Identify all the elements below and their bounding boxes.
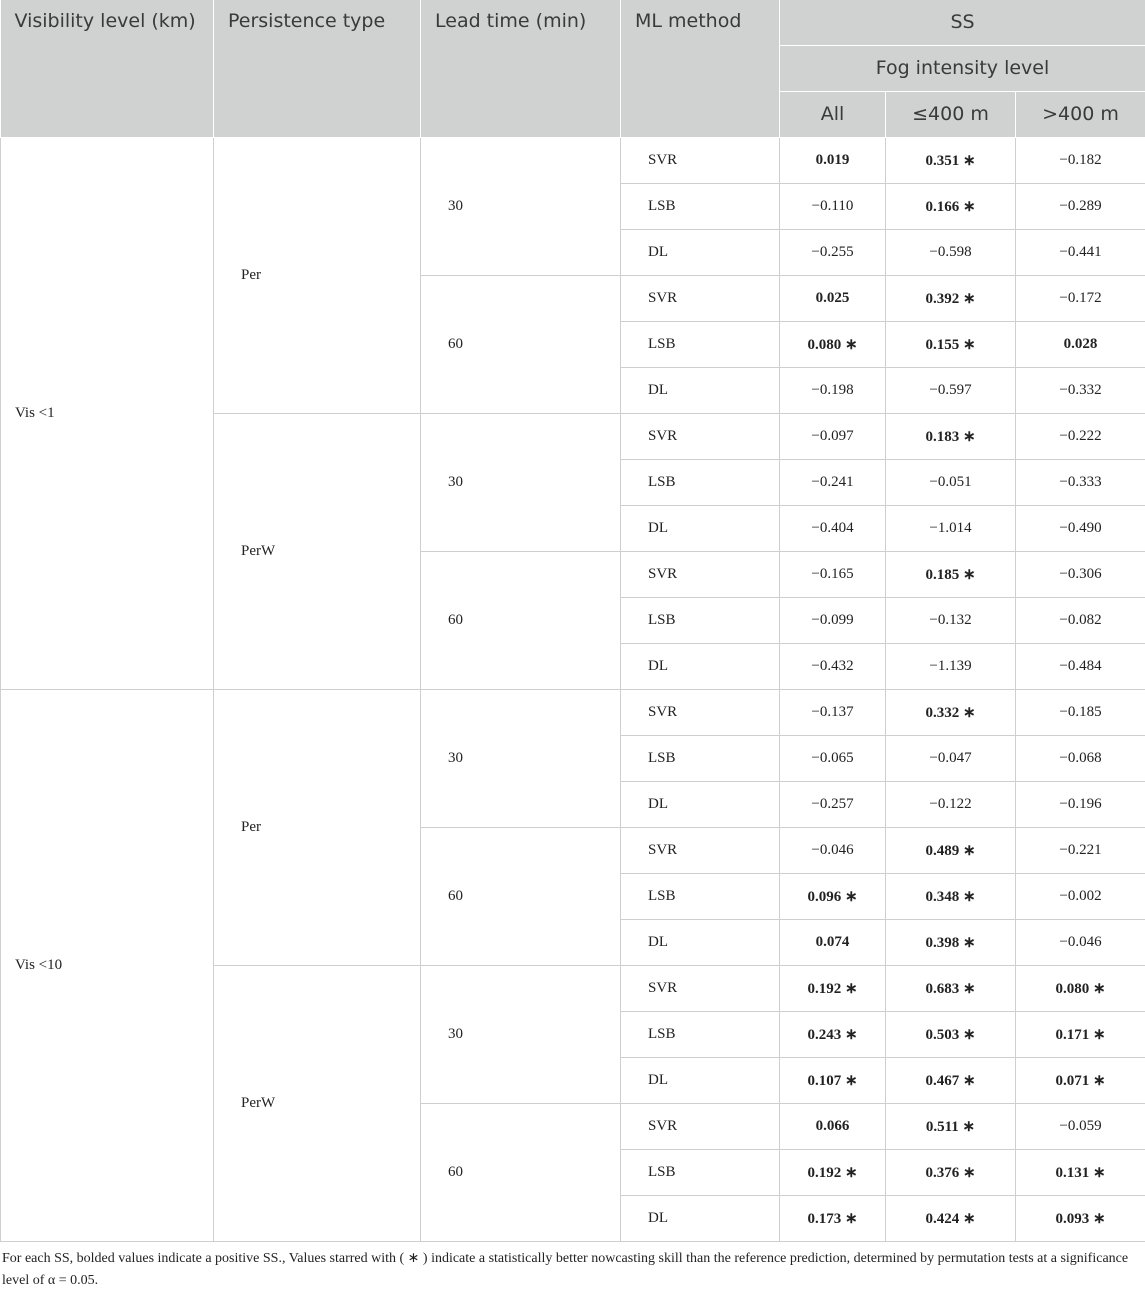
ss-all-cell: 0.192 ∗ xyxy=(780,1150,886,1196)
ss-le400-cell: 0.489 ∗ xyxy=(886,828,1016,874)
table-footnote: For each SS, bolded values indicate a positive SS., Values starred with ( ∗ ) indicate a statistically better nowcasting skill than the reference prediction, determined by permutation tests at a significance level of α = 0.05. xyxy=(0,1242,1145,1292)
ml-method-cell: SVR xyxy=(621,276,780,322)
ss-gt400-cell: 0.028 xyxy=(1016,322,1145,368)
persistence-type-cell: Per xyxy=(214,138,421,414)
ss-all-cell: 0.066 xyxy=(780,1104,886,1150)
ml-method-cell: SVR xyxy=(621,552,780,598)
lead-time-cell: 60 xyxy=(421,1104,621,1242)
ss-all-cell: 0.096 ∗ xyxy=(780,874,886,920)
visibility-level-cell: Vis <10 xyxy=(1,690,214,1242)
ss-all-cell: 0.080 ∗ xyxy=(780,322,886,368)
ml-method-cell: LSB xyxy=(621,322,780,368)
ss-le400-cell: 0.376 ∗ xyxy=(886,1150,1016,1196)
ss-le400-cell: 0.185 ∗ xyxy=(886,552,1016,598)
ss-all-cell: 0.192 ∗ xyxy=(780,966,886,1012)
ss-gt400-cell: 0.093 ∗ xyxy=(1016,1196,1145,1242)
ss-le400-cell: −0.047 xyxy=(886,736,1016,782)
table-body xyxy=(1,138,1145,1242)
ss-le400-cell: 0.183 ∗ xyxy=(886,414,1016,460)
ss-le400-cell: −0.051 xyxy=(886,460,1016,506)
ss-le400-cell: 0.332 ∗ xyxy=(886,690,1016,736)
ss-gt400-cell: −0.332 xyxy=(1016,368,1145,414)
ss-le400-cell: 0.166 ∗ xyxy=(886,184,1016,230)
lead-time-cell: 30 xyxy=(421,414,621,552)
ss-all-cell: −0.065 xyxy=(780,736,886,782)
ml-method-cell: LSB xyxy=(621,736,780,782)
ss-gt400-cell: −0.185 xyxy=(1016,690,1145,736)
ss-gt400-cell: −0.196 xyxy=(1016,782,1145,828)
ml-method-cell: LSB xyxy=(621,874,780,920)
ss-all-cell: −0.097 xyxy=(780,414,886,460)
ml-method-cell: SVR xyxy=(621,1104,780,1150)
ss-le400-cell: −0.598 xyxy=(886,230,1016,276)
lead-time-cell: 60 xyxy=(421,276,621,414)
header-ss: SS xyxy=(780,0,1145,46)
table-header xyxy=(1,0,1145,138)
ss-all-cell: −0.137 xyxy=(780,690,886,736)
persistence-type-cell: PerW xyxy=(214,966,421,1242)
ss-gt400-cell: −0.333 xyxy=(1016,460,1145,506)
ml-method-cell: SVR xyxy=(621,414,780,460)
ss-le400-cell: 0.467 ∗ xyxy=(886,1058,1016,1104)
ss-le400-cell: 0.392 ∗ xyxy=(886,276,1016,322)
ss-gt400-cell: −0.046 xyxy=(1016,920,1145,966)
header-all: All xyxy=(780,92,886,138)
lead-time-cell: 30 xyxy=(421,138,621,276)
ss-gt400-cell: −0.289 xyxy=(1016,184,1145,230)
ss-le400-cell: −0.597 xyxy=(886,368,1016,414)
ml-method-cell: DL xyxy=(621,920,780,966)
ss-gt400-cell: −0.172 xyxy=(1016,276,1145,322)
ss-all-cell: −0.255 xyxy=(780,230,886,276)
ss-gt400-cell: −0.082 xyxy=(1016,598,1145,644)
ml-method-cell: LSB xyxy=(621,460,780,506)
ss-gt400-cell: 0.080 ∗ xyxy=(1016,966,1145,1012)
ss-all-cell: −0.165 xyxy=(780,552,886,598)
ml-method-cell: LSB xyxy=(621,184,780,230)
ss-all-cell: −0.241 xyxy=(780,460,886,506)
lead-time-cell: 30 xyxy=(421,690,621,828)
ss-gt400-cell: −0.221 xyxy=(1016,828,1145,874)
ss-gt400-cell: −0.002 xyxy=(1016,874,1145,920)
ml-method-cell: LSB xyxy=(621,598,780,644)
ss-all-cell: −0.404 xyxy=(780,506,886,552)
ss-all-cell: −0.046 xyxy=(780,828,886,874)
ss-gt400-cell: −0.222 xyxy=(1016,414,1145,460)
header-lead-time: Lead time (min) xyxy=(421,0,621,138)
ml-method-cell: DL xyxy=(621,1196,780,1242)
ss-all-cell: −0.432 xyxy=(780,644,886,690)
ml-method-cell: SVR xyxy=(621,966,780,1012)
ss-le400-cell: 0.155 ∗ xyxy=(886,322,1016,368)
ss-gt400-cell: 0.171 ∗ xyxy=(1016,1012,1145,1058)
ss-all-cell: 0.243 ∗ xyxy=(780,1012,886,1058)
header-ml-method: ML method xyxy=(621,0,780,138)
ss-gt400-cell: −0.059 xyxy=(1016,1104,1145,1150)
ss-all-cell: 0.074 xyxy=(780,920,886,966)
header-fog-intensity: Fog intensity level xyxy=(780,46,1145,92)
ss-le400-cell: −0.122 xyxy=(886,782,1016,828)
ss-le400-cell: −1.139 xyxy=(886,644,1016,690)
ss-all-cell: −0.099 xyxy=(780,598,886,644)
ss-gt400-cell: −0.068 xyxy=(1016,736,1145,782)
ss-le400-cell: 0.424 ∗ xyxy=(886,1196,1016,1242)
persistence-type-cell: Per xyxy=(214,690,421,966)
ml-method-cell: DL xyxy=(621,506,780,552)
ss-gt400-cell: 0.131 ∗ xyxy=(1016,1150,1145,1196)
lead-time-cell: 60 xyxy=(421,552,621,690)
ss-le400-cell: 0.351 ∗ xyxy=(886,138,1016,184)
visibility-level-cell: Vis <1 xyxy=(1,138,214,690)
table-row xyxy=(1,690,1145,736)
ss-all-cell: 0.173 ∗ xyxy=(780,1196,886,1242)
ss-le400-cell: 0.503 ∗ xyxy=(886,1012,1016,1058)
ml-method-cell: DL xyxy=(621,1058,780,1104)
header-persistence: Persistence type xyxy=(214,0,421,138)
ss-all-cell: −0.257 xyxy=(780,782,886,828)
ss-all-cell: 0.025 xyxy=(780,276,886,322)
ss-all-cell: −0.198 xyxy=(780,368,886,414)
ml-method-cell: DL xyxy=(621,230,780,276)
ml-method-cell: DL xyxy=(621,644,780,690)
ml-method-cell: DL xyxy=(621,782,780,828)
lead-time-cell: 60 xyxy=(421,828,621,966)
ml-method-cell: LSB xyxy=(621,1012,780,1058)
ss-gt400-cell: −0.306 xyxy=(1016,552,1145,598)
ss-le400-cell: 0.683 ∗ xyxy=(886,966,1016,1012)
ml-method-cell: DL xyxy=(621,368,780,414)
ss-all-cell: 0.019 xyxy=(780,138,886,184)
ss-gt400-cell: 0.071 ∗ xyxy=(1016,1058,1145,1104)
table-row xyxy=(1,138,1145,184)
ml-method-cell: SVR xyxy=(621,138,780,184)
ss-gt400-cell: −0.484 xyxy=(1016,644,1145,690)
ss-gt400-cell: −0.182 xyxy=(1016,138,1145,184)
ss-gt400-cell: −0.490 xyxy=(1016,506,1145,552)
ss-gt400-cell: −0.441 xyxy=(1016,230,1145,276)
ml-method-cell: SVR xyxy=(621,828,780,874)
ss-le400-cell: −1.014 xyxy=(886,506,1016,552)
ss-all-cell: 0.107 ∗ xyxy=(780,1058,886,1104)
header-gt400: >400 m xyxy=(1016,92,1145,138)
ml-method-cell: LSB xyxy=(621,1150,780,1196)
ss-le400-cell: −0.132 xyxy=(886,598,1016,644)
header-visibility: Visibility level (km) xyxy=(1,0,214,138)
lead-time-cell: 30 xyxy=(421,966,621,1104)
persistence-type-cell: PerW xyxy=(214,414,421,690)
header-le400: ≤400 m xyxy=(886,92,1016,138)
ss-le400-cell: 0.398 ∗ xyxy=(886,920,1016,966)
ss-le400-cell: 0.511 ∗ xyxy=(886,1104,1016,1150)
ss-le400-cell: 0.348 ∗ xyxy=(886,874,1016,920)
ss-all-cell: −0.110 xyxy=(780,184,886,230)
ml-method-cell: SVR xyxy=(621,690,780,736)
